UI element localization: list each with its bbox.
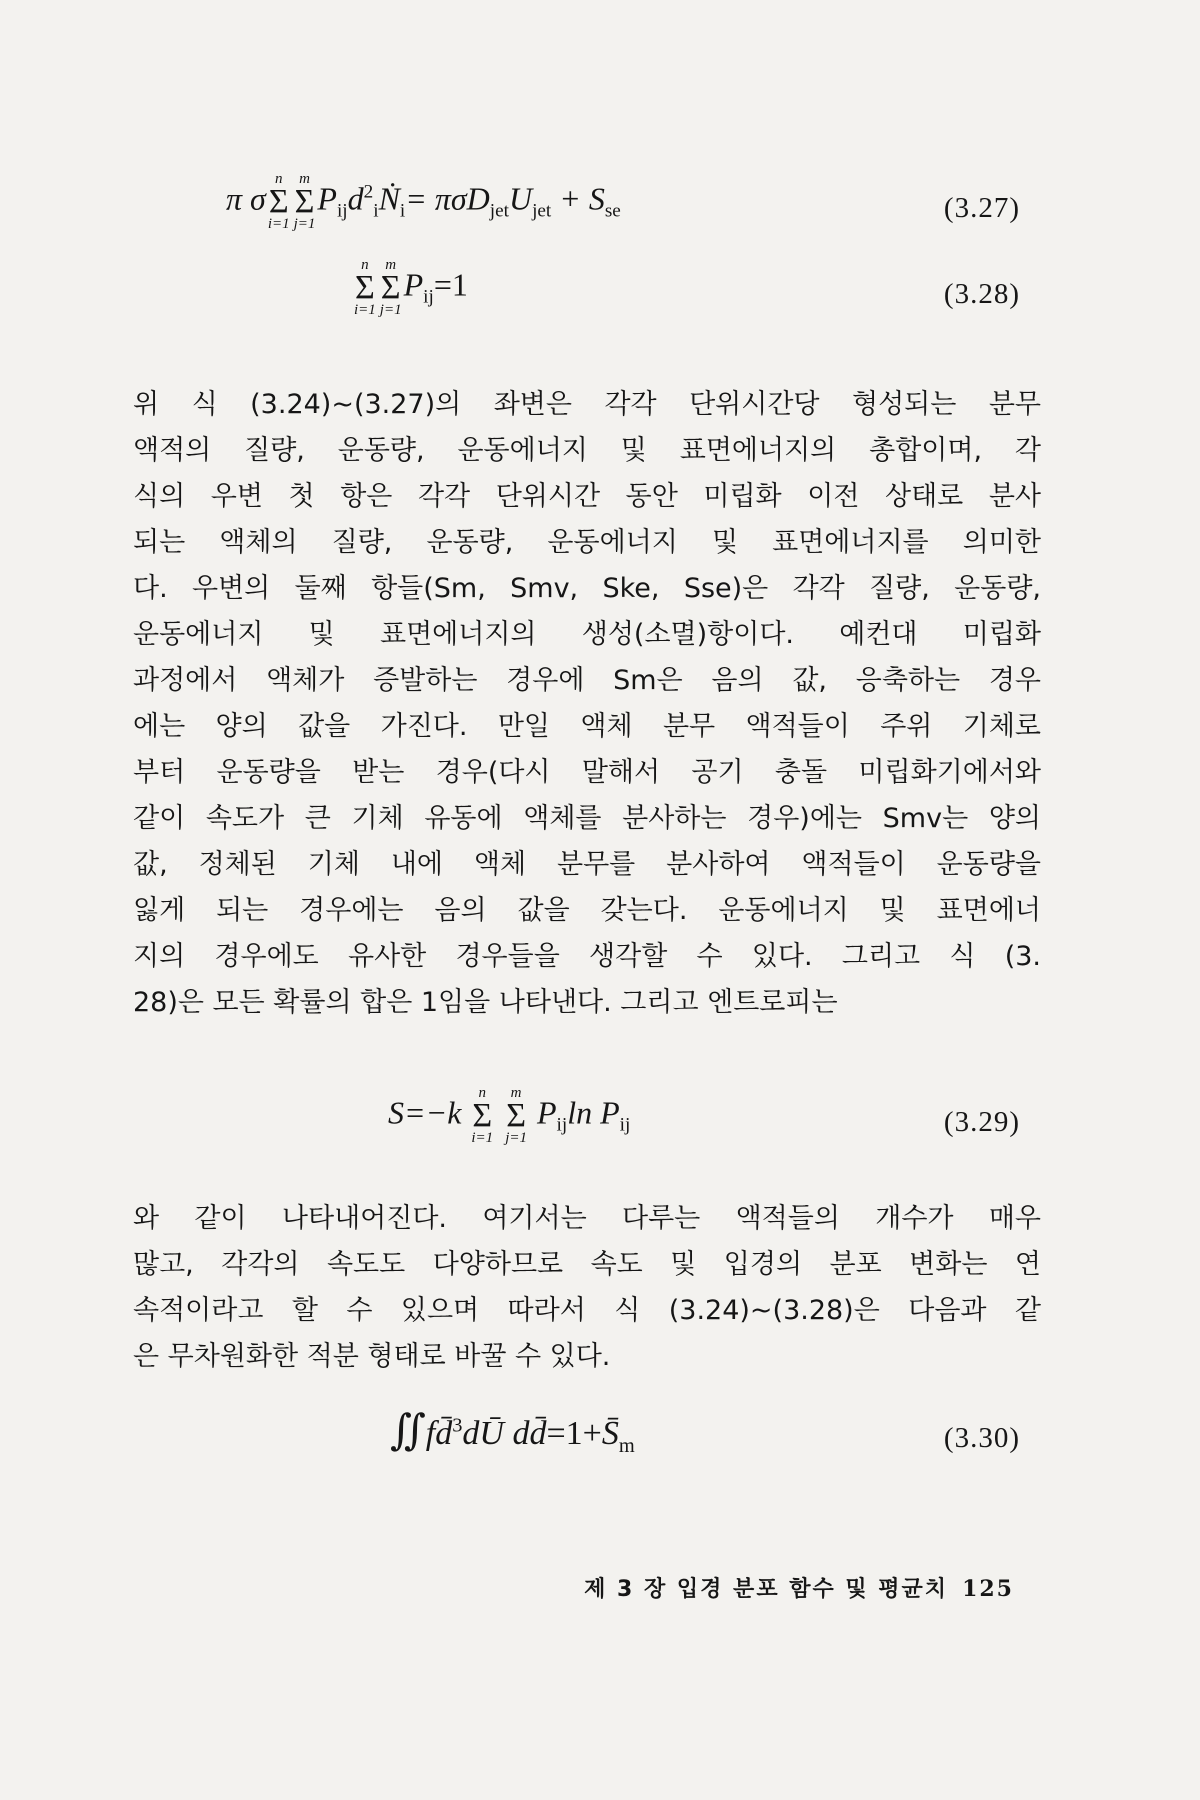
sum-symbol-i: n Σ i=1 <box>354 257 376 318</box>
text-line: 위 식 (3.24)~(3.27)의 좌변은 각각 단위시간당 형성되는 분무 <box>133 389 1041 420</box>
text-line: 속적이라고 할 수 있으며 따라서 식 (3.24)~(3.28)은 다음과 같 <box>133 1295 1041 1326</box>
text-line: 과정에서 액체가 증발하는 경우에 Sm은 음의 값, 응축하는 경우 <box>133 665 1041 696</box>
equation-number: (3.28) <box>943 278 1020 310</box>
text-line: 다. 우변의 둘째 항들(Sm, Smv, Ske, Sse)은 각각 질량, 운동량, <box>133 573 1041 604</box>
equation-number: (3.27) <box>943 192 1020 224</box>
text-line: 잃게 되는 경우에는 음의 값을 갖는다. 운동에너지 및 표면에너 <box>133 895 1041 926</box>
text-line: 28)은 모든 확률의 합은 1임을 나타낸다. 그리고 엔트로피는 <box>133 987 838 1018</box>
paragraph-2 <box>133 1196 1041 1380</box>
text-line: 액적의 질량, 운동량, 운동에너지 및 표면에너지의 총합이며, 각 <box>133 435 1041 466</box>
eq-lhs: π σ <box>226 180 266 217</box>
text-line: 와 같이 나타내어진다. 여기서는 다루는 액적들의 개수가 매우 <box>133 1203 1041 1234</box>
sum-symbol-i: n Σ i=1 <box>471 1085 494 1146</box>
page-footer <box>584 1572 1014 1603</box>
text-line: 많고, 각각의 속도도 다양하므로 속도 및 입경의 분포 변화는 연 <box>133 1249 1041 1280</box>
sum-symbol-j: m Σ j=1 <box>293 171 316 232</box>
sum-symbol-j: m Σ j=1 <box>379 257 402 318</box>
equation-3-28 <box>0 258 1200 348</box>
equation-number: (3.30) <box>943 1422 1020 1454</box>
text-line: 운동에너지 및 표면에너지의 생성(소멸)항이다. 예컨대 미립화 <box>133 619 1041 650</box>
text-line: 식의 우변 첫 항은 각각 단위시간 동안 미립화 이전 상태로 분사 <box>133 481 1041 512</box>
page-number: 125 <box>962 1576 1014 1602</box>
equation-3-27-formula: π σ n Σ i=1 m Σ j=1 $P_{ij}d^2_iṄ_i= \pi\sigma D_{jet}U_{jet} + S_{se}$ <box>226 171 621 232</box>
equation-3-29-formula: S=−k n Σ i=1 m Σ j=1 $P_{ij}\ln$ $P_{ij}$ <box>388 1085 631 1146</box>
equation-3-28-formula: n Σ i=1 m Σ j=1 $P_{ij}=1$ <box>354 257 468 318</box>
equation-3-27 <box>0 172 1200 262</box>
text-line: 되는 액체의 질량, 운동량, 운동에너지 및 표면에너지를 의미한 <box>133 527 1041 558</box>
text-line: 은 무차원화한 적분 형태로 바꿀 수 있다. <box>133 1341 611 1372</box>
equation-number: (3.29) <box>943 1106 1020 1138</box>
chapter-title: 제 3 장 입경 분포 함수 및 평균치 <box>584 1577 949 1602</box>
sum-symbol-j: m Σ j=1 <box>505 1085 527 1146</box>
text-line: 부터 운동량을 받는 경우(다시 말해서 공기 충돌 미립화기에서와 <box>133 757 1041 788</box>
text-line: 값, 정체된 기체 내에 액체 분무를 분사하여 액적들이 운동량을 <box>133 849 1041 880</box>
sum-symbol-i: n Σ i=1 <box>267 171 290 232</box>
text-line: 같이 속도가 큰 기체 유동에 액체를 분사하는 경우)에는 Smv는 양의 <box>133 803 1041 834</box>
text-line: 지의 경우에도 유사한 경우들을 생각할 수 있다. 그리고 식 (3. <box>133 941 1041 972</box>
equation-3-29 <box>0 1086 1200 1176</box>
equation-3-30-formula: ∬fd̄$^3$dŪ $dd̄=1+S̄_m$ <box>390 1408 635 1457</box>
paragraph-1 <box>133 382 1041 1026</box>
text-line: 에는 양의 값을 가진다. 만일 액체 분무 액적들이 주위 기체로 <box>133 711 1041 742</box>
equation-3-30 <box>0 1410 1200 1500</box>
